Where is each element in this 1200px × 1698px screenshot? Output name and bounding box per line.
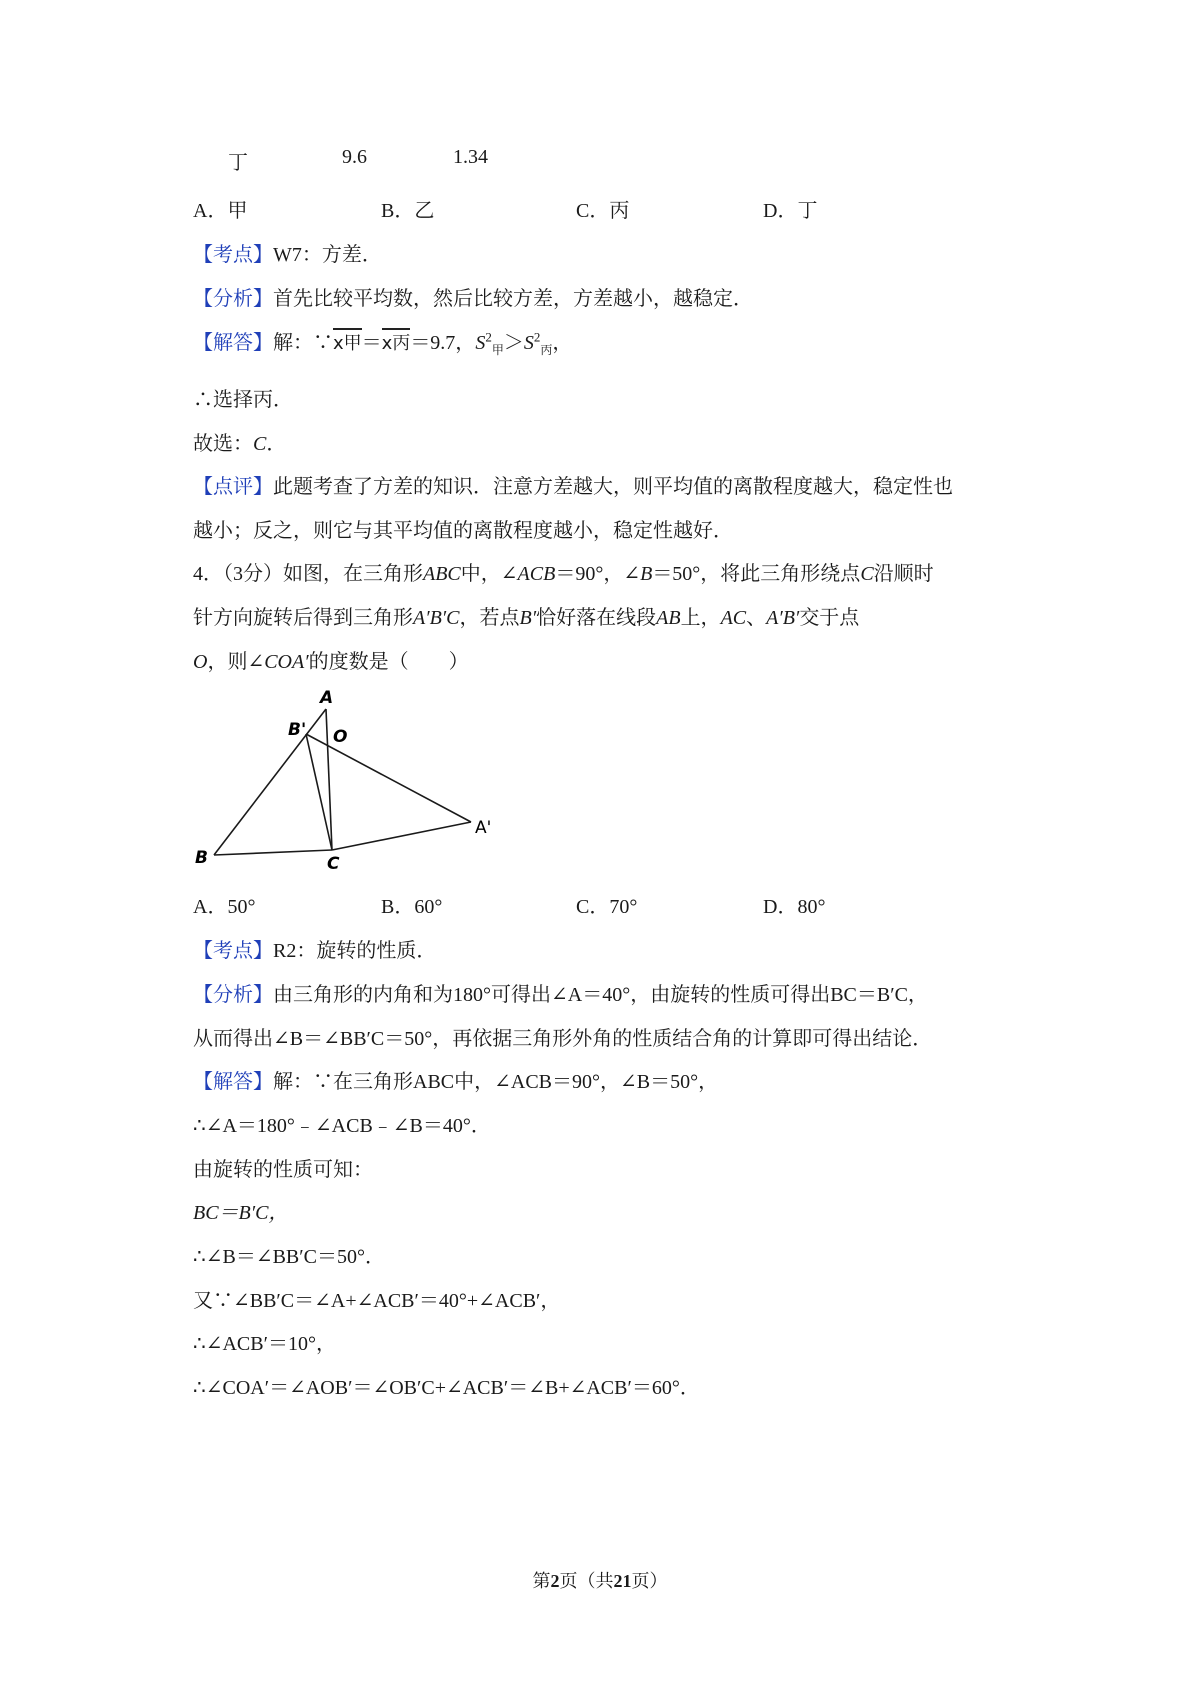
- answer-prefix: 故选：: [193, 433, 253, 455]
- q3-kaodian: [193, 238, 382, 267]
- segment-ap-c: [332, 822, 471, 850]
- answer-letter: C: [253, 433, 267, 455]
- mean-bing: x丙: [382, 326, 411, 355]
- q4-step-2: 由旋转的性质可知：: [193, 1159, 373, 1181]
- square: 2: [533, 329, 541, 345]
- label-b: B: [195, 848, 208, 868]
- q4-step-6: ∴∠ACB′＝10°，: [193, 1333, 336, 1355]
- fenxi-text: 首先比较平均数，然后比较方差，方差越小，越稳定．: [273, 288, 753, 310]
- row-mean: 9.6: [342, 146, 367, 168]
- q4-option-c: C．70°: [576, 896, 638, 918]
- kaodian-text: R2：旋转的性质．: [273, 940, 437, 962]
- q4-option-d: D．80°: [763, 896, 826, 918]
- q4-stem-line-3: O，则∠COA′的度数是（ ）: [193, 651, 469, 673]
- label-ap: A': [475, 818, 492, 838]
- q3-option-b: B．乙: [381, 200, 435, 222]
- kaodian-text: W7：方差．: [273, 244, 382, 266]
- fenxi-tag: 【分析】: [193, 984, 273, 1006]
- q4-stem-line-1: 4．（3分）如图，在三角形ABC中，∠ACB＝90°，∠B＝50°，将此三角形绕点C沿顺时: [193, 563, 934, 585]
- square: 2: [485, 329, 492, 345]
- answer-end: ．: [266, 433, 287, 455]
- q4-kaodian: [193, 934, 436, 963]
- q4-step-3: BC＝B′C，: [193, 1202, 289, 1224]
- q3-dianping-cont: 越小；反之，则它与其平均值的离散程度越小，稳定性越好．: [193, 520, 733, 542]
- mean-jia: x甲: [333, 326, 362, 355]
- q3-answer: [193, 427, 286, 456]
- q4-step-4: ∴∠B＝∠BB′C＝50°．: [193, 1246, 385, 1268]
- q3-fenxi: [193, 282, 753, 311]
- page-footer: 第2页（共21页）: [532, 1571, 668, 1591]
- kaodian-tag: 【考点】: [193, 940, 273, 962]
- q4-step-1: ∴∠A＝180°﹣∠ACB﹣∠B＝40°．: [193, 1115, 491, 1137]
- comma: ，: [552, 332, 573, 354]
- q4-option-b: B．60°: [381, 896, 443, 918]
- subscript-jia: 甲: [491, 343, 504, 357]
- dianping-text-1: 此题考查了方差的知识．注意方差越大，则平均值的离散程度越大，稳定性也: [273, 476, 953, 498]
- row-name: 丁: [228, 152, 248, 174]
- triangle-figure: [190, 685, 510, 875]
- dianping-tag: 【点评】: [193, 476, 273, 498]
- page-number: 2: [550, 1571, 560, 1591]
- q4-step-7: ∴∠COA′＝∠AOB′＝∠OB′C+∠ACB′＝∠B+∠ACB′＝60°．: [193, 1377, 700, 1399]
- label-c: C: [327, 854, 340, 874]
- row-variance: 1.34: [453, 146, 488, 168]
- variance-symbol-jia: S: [475, 332, 486, 354]
- greater-than: ＞: [503, 332, 524, 354]
- q3-option-d: D．丁: [763, 200, 818, 222]
- subscript-bing: 丙: [540, 343, 553, 357]
- jieda-tag: 【解答】: [193, 332, 273, 354]
- variance-symbol-bing: S: [523, 332, 534, 354]
- segment-b-c: [214, 850, 332, 855]
- total-pages: 21: [613, 1571, 632, 1591]
- q3-conclusion: ∴选择丙．: [193, 389, 293, 411]
- fenxi-text-1: 由三角形的内角和为180°可得出∠A＝40°，由旋转的性质可得出BC＝B′C，: [273, 984, 928, 1006]
- q3-option-c: C．丙: [576, 200, 630, 222]
- label-bp: B': [288, 720, 307, 740]
- segment-b-a: [214, 709, 326, 855]
- q4-option-a: A．50°: [193, 896, 256, 918]
- q3-option-a: A．甲: [193, 200, 248, 222]
- q4-jieda: [193, 1065, 718, 1094]
- jieda-prefix: 解：∵: [273, 332, 333, 354]
- kaodian-tag: 【考点】: [193, 244, 273, 266]
- fenxi-tag: 【分析】: [193, 288, 273, 310]
- q3-jieda: [193, 326, 572, 358]
- jieda-text: 解：∵在三角形ABC中，∠ACB＝90°，∠B＝50°，: [273, 1071, 719, 1093]
- q4-stem-line-2: 针方向旋转后得到三角形A′B′C，若点B′恰好落在线段AB上，AC、A′B′交于点: [193, 607, 860, 629]
- mean-value: ＝9.7，: [410, 332, 476, 354]
- q4-fenxi: [193, 978, 928, 1007]
- label-o: O: [333, 727, 348, 747]
- label-a: A: [320, 688, 334, 708]
- q3-dianping: [193, 470, 953, 499]
- equals: ＝: [361, 332, 382, 354]
- jieda-tag: 【解答】: [193, 1071, 273, 1093]
- q4-fenxi-cont: 从而得出∠B＝∠BB′C＝50°，再依据三角形外角的性质结合角的计算即可得出结论．: [193, 1028, 933, 1050]
- q4-step-5: 又∵∠BB′C＝∠A+∠ACB′＝40°+∠ACB′，: [193, 1290, 561, 1312]
